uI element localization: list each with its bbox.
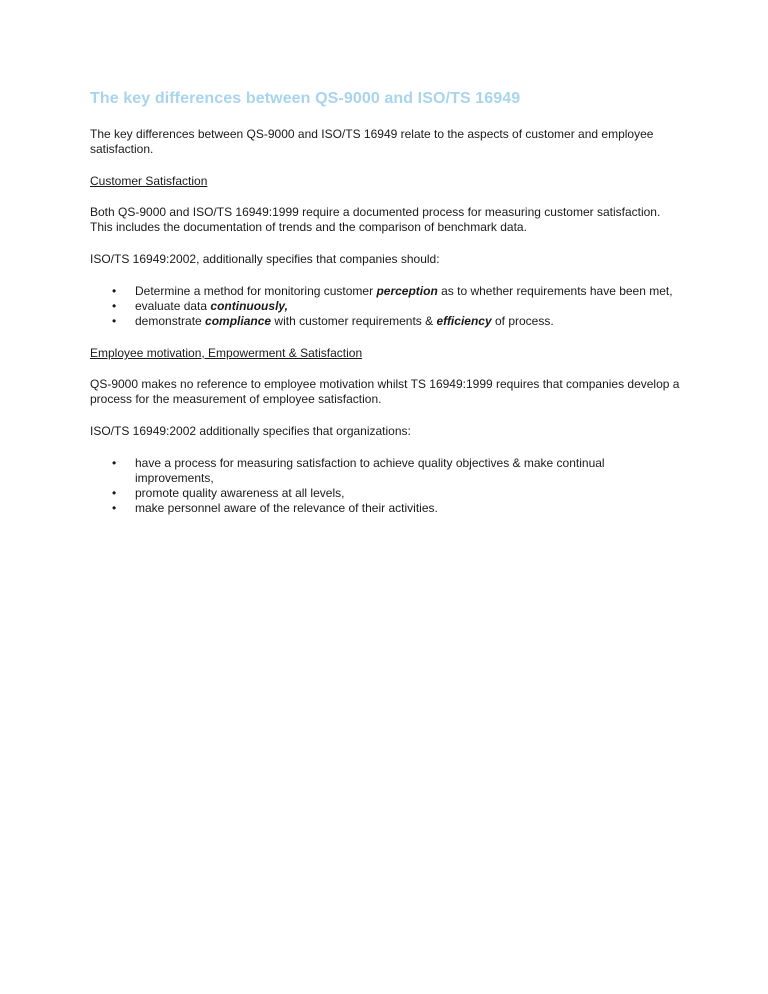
- list-item: [90, 501, 682, 516]
- customer-requirements-list: [90, 284, 682, 329]
- bullet-icon: •: [112, 299, 117, 313]
- customer-paragraph-1: Both QS-9000 and ISO/TS 16949:1999 require a documented process for measuring customer satisfaction. This includes the documentation of trends and the comparison of benchmark data.: [90, 205, 661, 234]
- list-item-text: evaluate data: [135, 299, 211, 313]
- list-item-text: demonstrate: [135, 314, 206, 328]
- employee-paragraph-1: QS-9000 makes no reference to employee motivation whilst TS 16949:1999 requires that companies develop a process for the measurement of employee satisfaction.: [90, 377, 680, 406]
- list-item: [90, 456, 682, 486]
- bullet-icon: •: [112, 486, 117, 500]
- list-item-text: with customer requirements &: [271, 314, 437, 328]
- list-item-text: of process.: [491, 314, 554, 328]
- emphasis-text: compliance: [205, 314, 272, 328]
- intro-paragraph: The key differences between QS-9000 and ISO/TS 16949 relate to the aspects of customer and employee satisfaction.: [90, 127, 654, 156]
- emphasis-text: efficiency: [436, 314, 492, 328]
- list-item-text: have a process for measuring satisfaction to achieve quality objectives & make continual improvements,: [135, 456, 605, 485]
- document-page: [90, 88, 682, 533]
- employee-satisfaction-heading: Employee motivation, Empowerment & Satisfaction: [90, 346, 363, 360]
- emphasis-text: continuously,: [210, 299, 288, 313]
- list-item: [90, 284, 682, 299]
- bullet-icon: •: [112, 501, 117, 515]
- emphasis-text: perception: [376, 284, 438, 298]
- bullet-icon: •: [112, 314, 117, 328]
- list-item-text: Determine a method for monitoring customer: [135, 284, 377, 298]
- customer-satisfaction-heading: Customer Satisfaction: [90, 174, 208, 188]
- customer-paragraph-2: ISO/TS 16949:2002, additionally specifies that companies should:: [90, 252, 440, 266]
- employee-paragraph-2: ISO/TS 16949:2002 additionally specifies that organizations:: [90, 424, 411, 438]
- list-item-text: as to whether requirements have been met,: [437, 284, 673, 298]
- bullet-icon: •: [112, 456, 117, 470]
- bullet-icon: •: [112, 284, 117, 298]
- list-item: [90, 299, 682, 314]
- list-item-text: make personnel aware of the relevance of their activities.: [135, 501, 438, 515]
- list-item: [90, 486, 682, 501]
- employee-requirements-list: [90, 456, 682, 516]
- page-title: The key differences between QS-9000 and ISO/TS 16949: [90, 90, 521, 107]
- list-item: [90, 314, 682, 329]
- list-item-text: promote quality awareness at all levels,: [135, 486, 345, 500]
